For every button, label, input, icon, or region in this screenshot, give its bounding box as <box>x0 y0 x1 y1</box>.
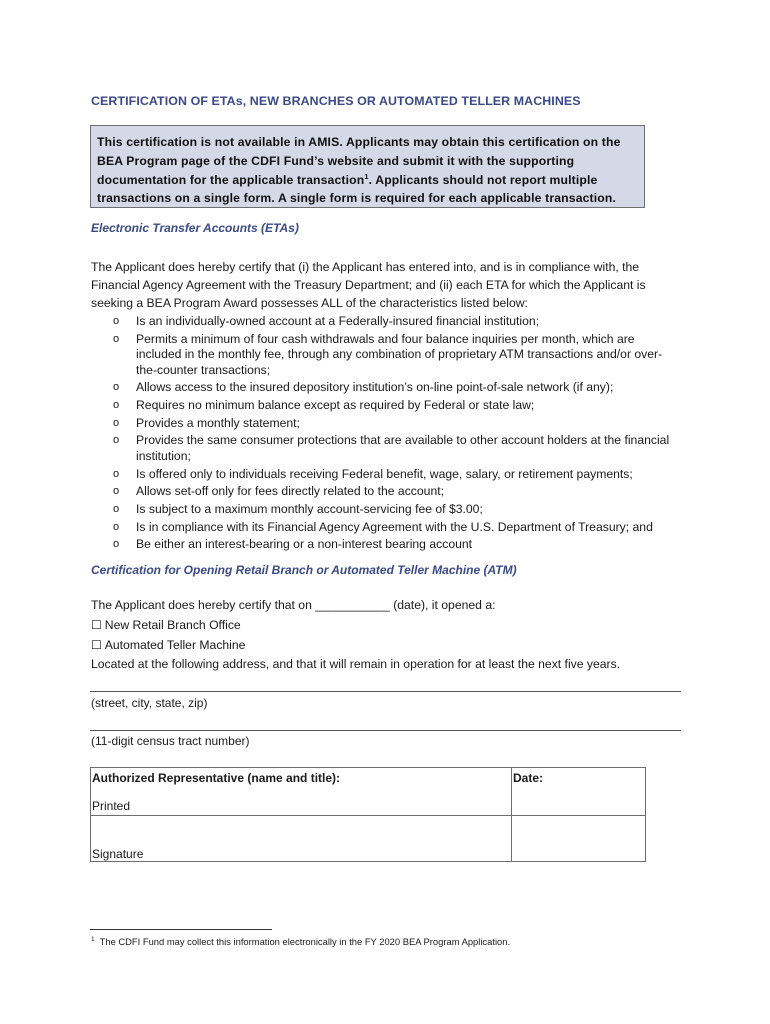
bullet-icon: o <box>113 315 120 327</box>
signature-cell[interactable] <box>91 816 512 862</box>
criteria-text: Is subject to a maximum monthly account-servicing fee of $3.00; <box>136 502 483 516</box>
option-automated-teller-machine[interactable] <box>91 638 245 652</box>
eta-criteria-item <box>113 398 683 414</box>
signature-date-cell[interactable] <box>512 816 646 862</box>
criteria-text: Is in compliance with its Financial Agency Agreement with the U.S. Department of Treasury; and <box>136 519 653 534</box>
bullet-icon: o <box>113 434 120 447</box>
bullet-icon: o <box>113 332 120 345</box>
bullet-icon: o <box>113 467 120 480</box>
address-caption: (street, city, state, zip) <box>91 696 208 710</box>
printed-label: Printed <box>92 799 131 813</box>
eta-criteria-list <box>113 314 683 555</box>
eta-criteria-item <box>113 467 683 483</box>
footnote-reference[interactable]: 1 <box>364 171 369 181</box>
checkbox-icon[interactable]: ☐ <box>91 638 102 652</box>
criteria-text: Allows access to the insured depository institution’s on-line point-of-sale network (if any); <box>136 380 614 395</box>
bullet-icon: o <box>113 399 120 412</box>
eta-criteria-item <box>113 433 683 464</box>
notice-text-part-2: . Applicants should not report multiple transactions on a single form. A single form is required for each applicable transaction. <box>97 172 617 206</box>
eta-criteria-item <box>113 537 683 553</box>
location-statement: Located at the following address, and that it will remain in operation for at least the next five years. <box>91 657 621 671</box>
eta-criteria-item <box>113 332 683 379</box>
criteria-text: Be either an interest-bearing or a non-interest bearing account <box>136 537 473 552</box>
bullet-icon: o <box>113 538 120 551</box>
bullet-icon: o <box>113 520 120 533</box>
date-cell[interactable] <box>512 768 646 816</box>
authorized-representative-cell[interactable] <box>91 768 512 816</box>
checkbox-icon[interactable]: ☐ <box>91 618 102 632</box>
eta-section-heading: Electronic Transfer Accounts (ETAs) <box>91 221 299 235</box>
footnote-text: The CDFI Fund may collect this information electronically in the FY 2020 BEA Program Application. <box>99 936 511 948</box>
census-tract-caption: (11-digit census tract number) <box>91 734 250 748</box>
notice-text <box>97 133 638 208</box>
atm-section-heading: Certification for Opening Retail Branch or Automated Teller Machine (ATM) <box>91 563 517 577</box>
bullet-icon: o <box>113 381 120 394</box>
criteria-text: Provides the same consumer protections that are available to other account holders at the financial institution; <box>136 433 670 463</box>
criteria-text: Allows set-off only for fees directly related to the account; <box>136 484 445 499</box>
footnote <box>91 936 510 947</box>
atm-intro-statement: The Applicant does hereby certify that on ___________ (date), it opened a: <box>91 598 496 612</box>
footnote-divider <box>90 929 272 930</box>
authorized-representative-label: Authorized Representative (name and title): <box>92 771 341 785</box>
document-title: CERTIFICATION OF ETAs, NEW BRANCHES OR AUTOMATED TELLER MACHINES <box>91 94 581 108</box>
notice-text-part-1: This certification is not available in AMIS. Applicants may obtain this certification on the BEA Program page of the CDFI Fund’s website and submit it with the supporting documentation for the applicable transaction <box>97 135 621 187</box>
criteria-text: Is an individually-owned account at a Federally-insured financial institution; <box>136 314 540 328</box>
option-new-retail-branch[interactable] <box>91 618 241 632</box>
criteria-text: Permits a minimum of four cash withdrawals and four balance inquiries per month, which are included in the monthly fee, through any combination of proprietary ATM transactions and/or over-the-counter transactions; <box>136 331 663 377</box>
option-label: New Retail Branch Office <box>104 618 241 632</box>
option-label: Automated Teller Machine <box>104 638 246 652</box>
eta-criteria-item <box>113 520 683 536</box>
bullet-icon: o <box>113 485 120 498</box>
criteria-text: Requires no minimum balance except as required by Federal or state law; <box>136 398 535 413</box>
footnote-number: 1 <box>91 936 95 943</box>
eta-criteria-item <box>113 416 683 432</box>
notice-box <box>90 125 645 208</box>
eta-criteria-item <box>113 314 683 330</box>
date-label: Date: <box>513 771 544 785</box>
criteria-text: Provides a monthly statement; <box>136 415 300 430</box>
address-field-line[interactable] <box>90 691 681 692</box>
eta-intro-paragraph: The Applicant does hereby certify that (i) the Applicant has entered into, and is in compliance with, the Financial Agency Agreement with the Treasury Department; and (ii) each ETA for which the Applicant is seeking a BEA Program Award possesses ALL of the characteristics listed below: <box>91 260 646 310</box>
signature-label: Signature <box>92 847 144 861</box>
bullet-icon: o <box>113 503 120 515</box>
signature-table <box>90 767 646 862</box>
eta-criteria-item <box>113 380 683 396</box>
criteria-text: Is offered only to individuals receiving Federal benefit, wage, salary, or retirement payments; <box>136 466 633 481</box>
eta-criteria-item <box>113 484 683 500</box>
eta-criteria-item <box>113 502 683 518</box>
census-tract-field-line[interactable] <box>90 730 681 731</box>
bullet-icon: o <box>113 416 120 429</box>
